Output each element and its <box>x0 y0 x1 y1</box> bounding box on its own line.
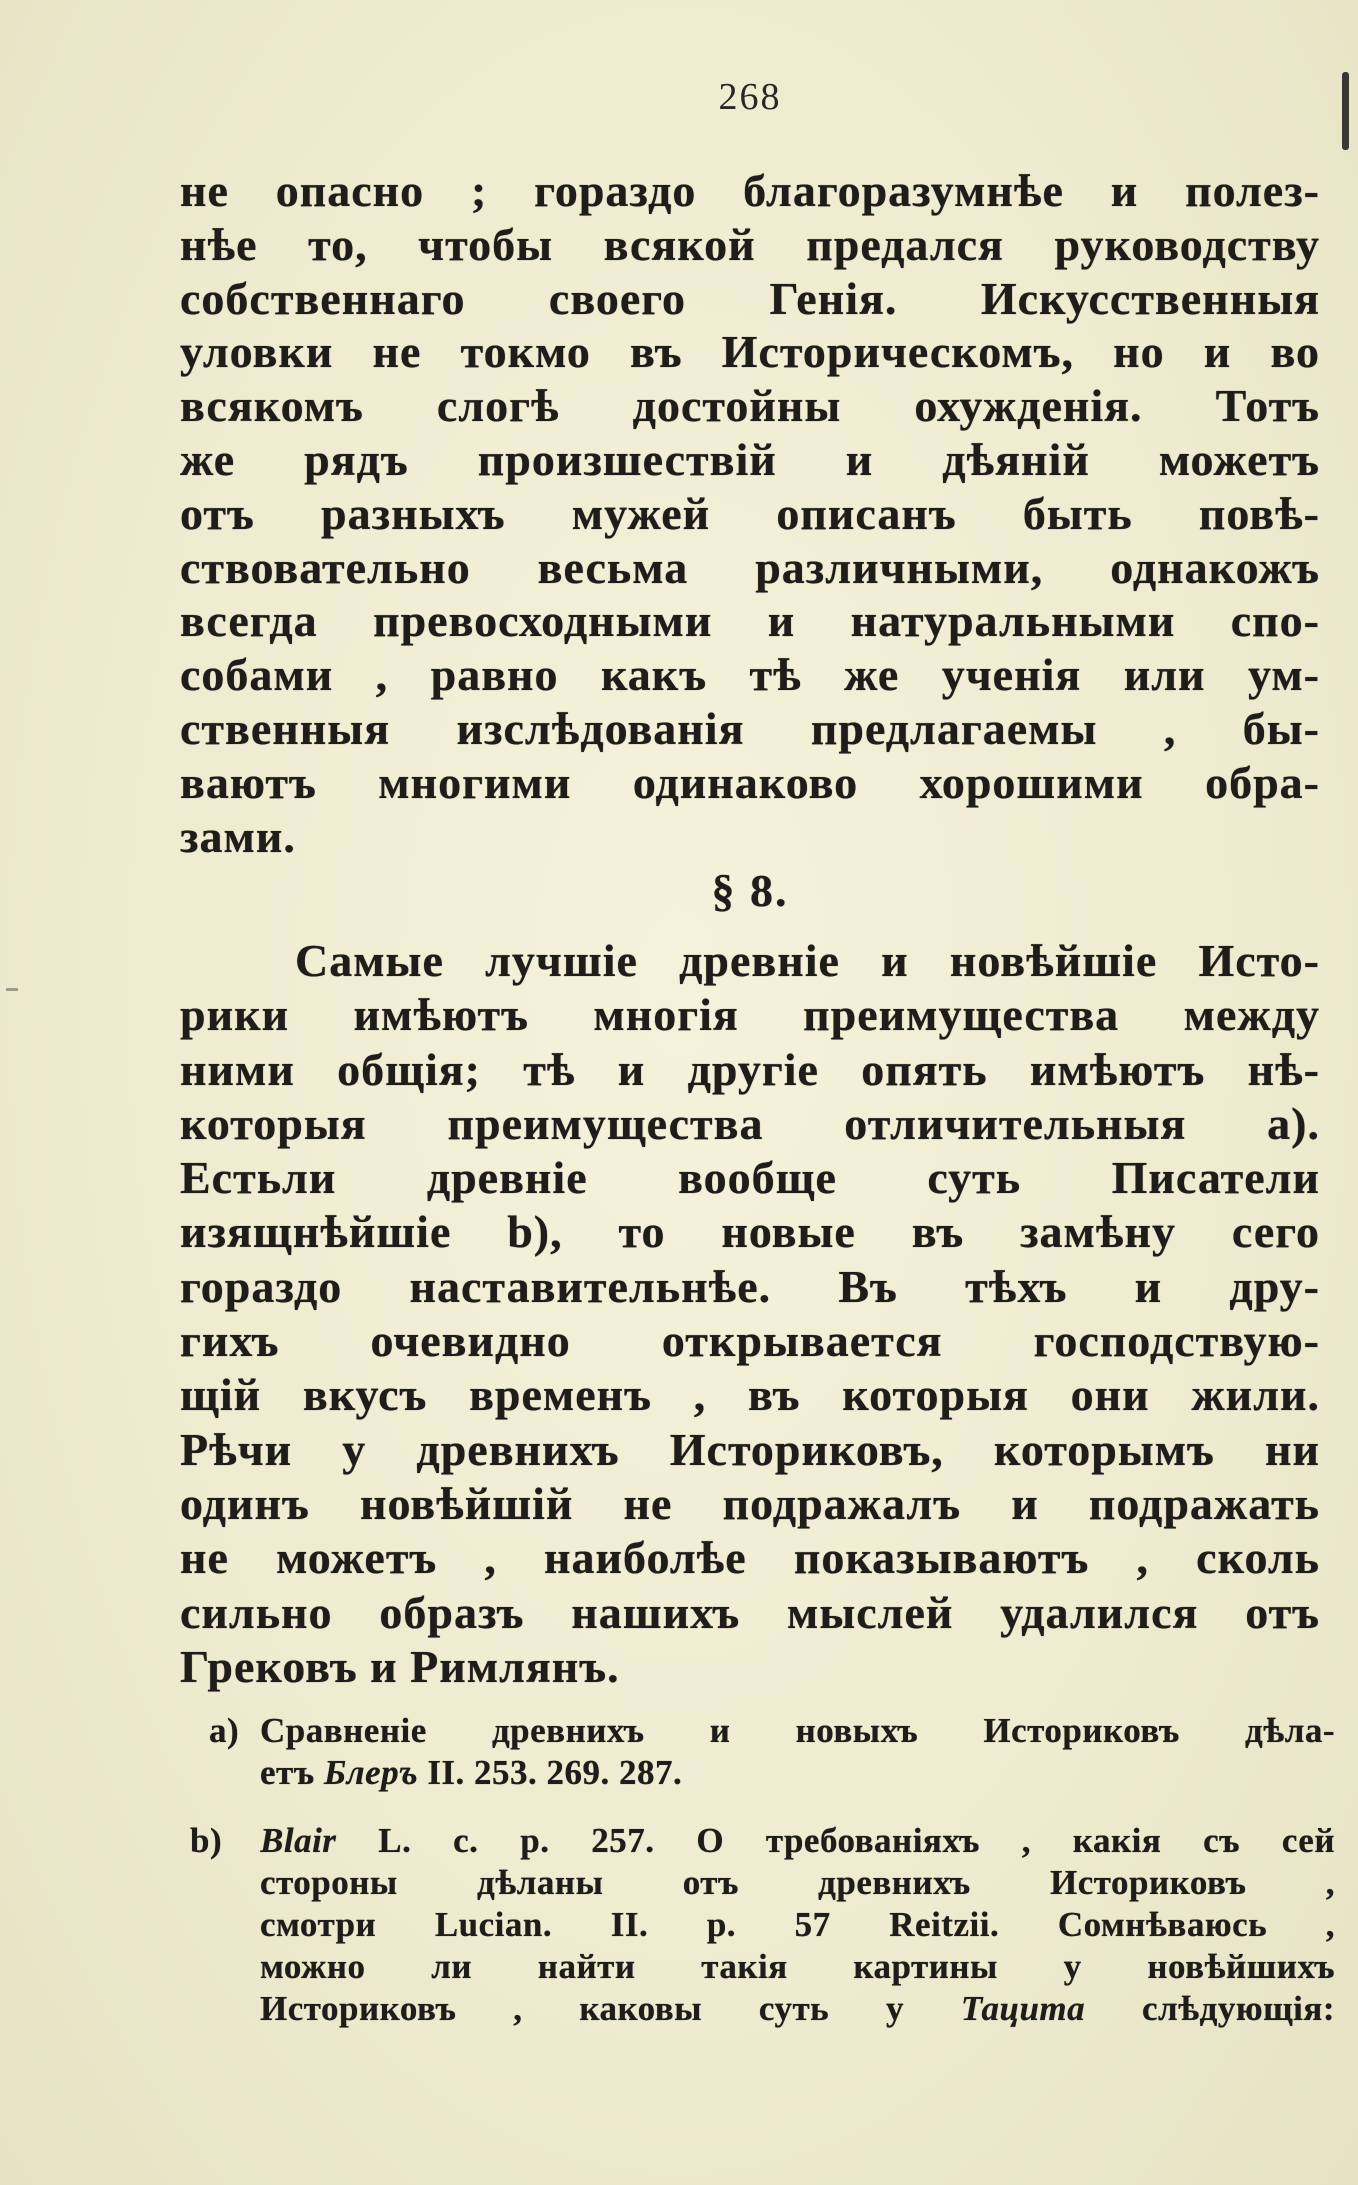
footnote-line: можно ли найти такія картины у новѣйшихъ <box>260 1947 1335 1986</box>
footnote-line <box>260 1988 1335 2030</box>
text-line: всегда превосходными и натуральными спо- <box>180 595 1320 647</box>
section-heading: § 8. <box>711 865 789 916</box>
footnote-line <box>260 1752 1335 1794</box>
footnote-marker: a) <box>209 1711 240 1750</box>
text-line: щій вкусъ временъ , въ которыя они жили. <box>180 1369 1320 1421</box>
footnote-b <box>190 1820 1335 2030</box>
text-line: зами. <box>180 810 296 862</box>
footnote-text: II. 253. 269. 287. <box>418 1753 683 1792</box>
text-line: Рѣчи у древнихъ Историковъ, которымъ ни <box>180 1423 1320 1475</box>
footnote-body <box>260 1820 1335 2030</box>
footnote-emphasis: Тацита <box>960 1989 1086 2028</box>
text-line: которыя преимущества отличительныя a). <box>180 1097 1320 1149</box>
text-line: Самые лучшіе древніе и новѣйшіе Исто- <box>295 935 1320 986</box>
text-line: не можетъ , наиболѣе показываютъ , сколь <box>180 1532 1320 1584</box>
text-line: отъ разныхъ мужей описанъ быть повѣ- <box>180 487 1320 539</box>
text-line: ственныя изслѣдованія предлагаемы , бы- <box>180 702 1320 754</box>
text-line: собами , равно какъ тѣ же ученія или ум- <box>180 649 1320 701</box>
footnote-text: слѣдующія: <box>1085 1989 1335 2028</box>
text-line: Грековъ и Римлянъ. <box>180 1640 620 1692</box>
footnote-emphasis: Blair <box>260 1821 337 1860</box>
text-line: Естьли древніе вообще суть Писатели <box>180 1152 1320 1204</box>
footnote-text: етъ <box>260 1753 324 1792</box>
footnote-line: Сравненіе древнихъ и новыхъ Историковъ дѣла- <box>260 1711 1335 1750</box>
text-line: ствовательно весьма различными, однакожъ <box>180 541 1320 593</box>
text-line: изящнѣйшіе b), то новые въ замѣну сего <box>180 1206 1320 1258</box>
text-line: одинъ новѣйшій не подражалъ и подражать <box>180 1477 1320 1529</box>
footnote-emphasis: Блеръ <box>323 1753 419 1792</box>
footnote-line <box>260 1820 1335 1862</box>
text-line: сильно образъ нашихъ мыслей удалился отъ <box>180 1586 1320 1638</box>
footnote-text: L. c. p. 257. О требованіяхъ , какія съ сей <box>336 1821 1335 1860</box>
text-line: всякомъ слогѣ достойны охужденія. Тотъ <box>180 380 1320 432</box>
text-line: же рядъ произшествій и дѣяній можетъ <box>180 433 1320 485</box>
paragraph-1 <box>180 164 1320 863</box>
text-line: не опасно ; гораздо благоразумнѣе и полез- <box>180 165 1320 216</box>
paragraph-2 <box>180 934 1320 1694</box>
scan-speck <box>6 988 18 991</box>
page-number: 268 <box>718 76 782 118</box>
text-line: рики имѣютъ многія преимущества между <box>180 989 1320 1041</box>
text-line: гораздо наставительнѣе. Въ тѣхъ и дру- <box>180 1260 1320 1312</box>
text-line: собственнаго своего Генія. Искусственныя <box>180 272 1320 324</box>
footnote-a <box>190 1710 1335 1794</box>
footnote-line: смотри Lucian. II. p. 57 Reitzii. Сомнѣваюсь , <box>260 1905 1335 1944</box>
footnote-marker: b) <box>190 1821 223 1860</box>
text-line: ваютъ многими одинаково хорошими обра- <box>180 756 1320 808</box>
footnote-line: стороны дѣланы отъ древнихъ Историковъ , <box>260 1863 1335 1902</box>
footnote-text: Историковъ , каковы суть у <box>260 1989 961 2028</box>
text-line: ними общія; тѣ и другіе опять имѣютъ нѣ- <box>180 1043 1320 1095</box>
text-line: нѣе то, чтобы всякой предался руководству <box>180 218 1320 270</box>
text-line: уловки не токмо въ Историческомъ, но и во <box>180 326 1320 378</box>
scan-edge-mark <box>1342 72 1349 150</box>
footnote-body <box>260 1710 1335 1794</box>
text-line: гихъ очевидно открывается господствую- <box>180 1315 1320 1367</box>
